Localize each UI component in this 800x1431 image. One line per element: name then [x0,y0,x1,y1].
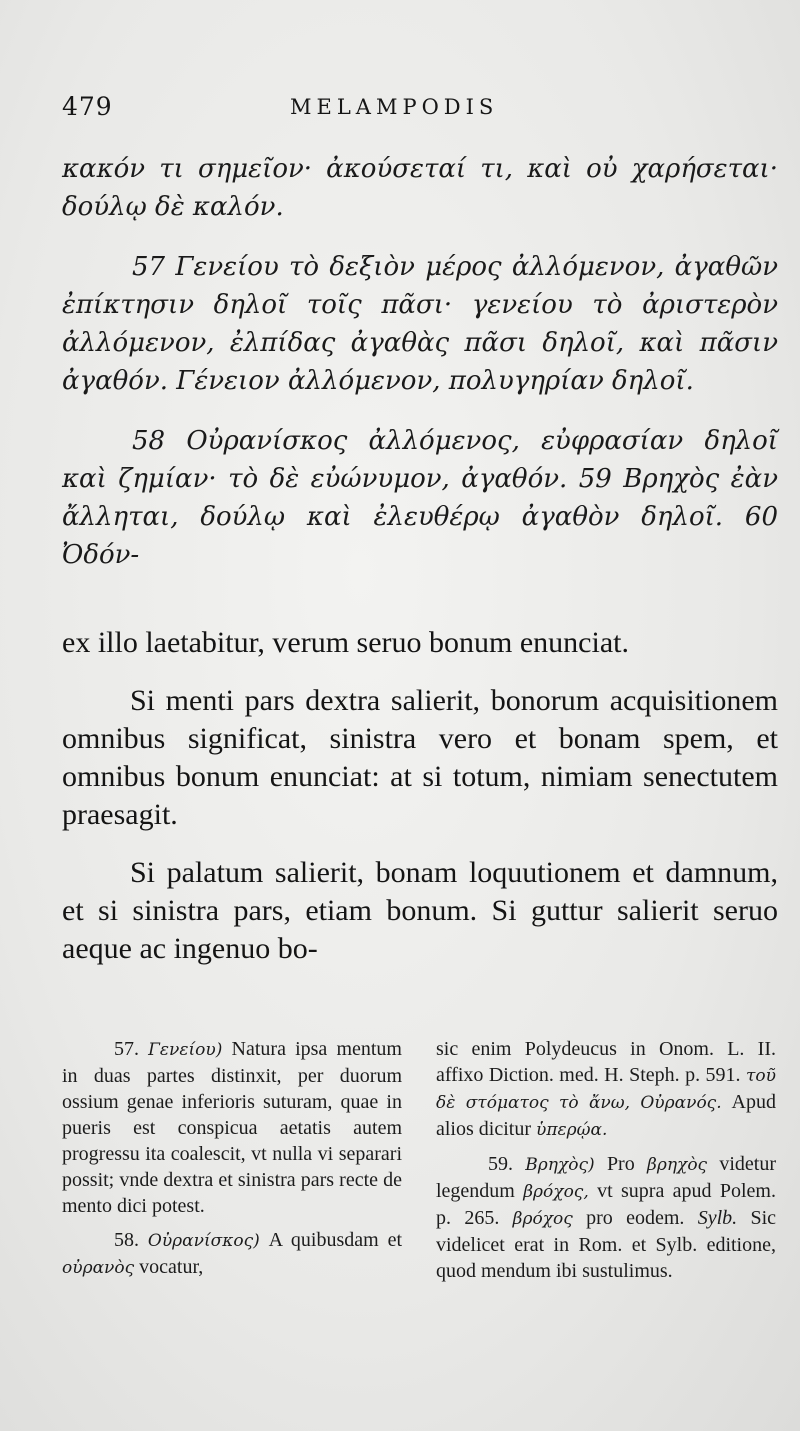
footnotes-right-column [436,1036,776,1292]
footnote-58-continued [436,1036,776,1143]
footnote-greek-word: οὐρανὸς [62,1258,135,1278]
running-head: MELAMPODIS [290,95,499,119]
latin-paragraph-menti: Si menti pars dextra salierit, bonorum acquisitionem omnibus significat, sinistra vero et bonam spem, et omnibus bonum enunciat: at si totum, nimiam senectutem praesagit. [62,684,778,831]
page-number: 479 [62,92,113,121]
footnote-57 [62,1036,402,1219]
footnote-number: 58. [114,1229,139,1251]
footnote-text: Sic videlicet erat in Rom. et Sylb. editione, quod mendum ibi sustulimus. [436,1207,777,1282]
footnote-58 [62,1227,402,1281]
footnote-greek-word: βρόχος [512,1209,573,1229]
footnotes-left-column [62,1036,402,1289]
footnote-text: Pro [606,1153,635,1175]
footnote-text: vt supra apud Polem. p. 265. [436,1180,776,1229]
footnote-text: Natura ipsa mentum in duas partes distinxit, per duorum ossium genae inferioris suturam, quae in pueris est conspicua aetatis autem progressu ita coalescit, vt nulla vi separari possit; vnde dextra et sinistra pars recte de mento dici potest. [62,1038,402,1217]
latin-paragraph-continuation: ex illo laetabitur, verum seruo bonum enunciat. [62,626,629,659]
greek-paragraph-continuation: κακόν τι σημεῖον· ἀκούσεταί τι, καὶ οὐ χαρήσεται· δούλῳ δὲ καλόν. [62,154,778,222]
footnote-greek-word: βρόχος, [523,1182,589,1202]
footnote-text: A quibusdam et [268,1229,402,1251]
footnote-author: Sylb. [697,1207,738,1229]
footnote-greek-word: ὑπερῴα. [535,1120,608,1140]
footnote-text: vocatur, [139,1256,204,1278]
footnotes [62,1036,778,1386]
greek-paragraph-58: 58 Οὐρανίσκος ἀλλόμενος, εὐφρασίαν δηλοῖ καὶ ζημίαν· τὸ δὲ εὐώνυμον, ἀγαθόν. 59 Βρηχὸς ἐὰν ἄλληται, δούλῳ καὶ ἐλευθέρῳ ἀγαθὸν δηλοῖ. 60 Ὀδόν- [62,426,778,570]
footnote-greek-quote: τοῦ δὲ στόματος τὸ ἄνω, Οὐρανός. [436,1066,777,1113]
page-header [62,92,762,128]
footnote-number: 57. [114,1038,139,1060]
latin-translation [62,624,778,988]
footnote-text: pro eodem. [586,1207,685,1229]
greek-paragraph-57: 57 Γενείου τὸ δεξιὸν μέρος ἀλλόμενον, ἀγαθῶν ἐπίκτησιν δηλοῖ τοῖς πᾶσι· γενείου τὸ ἀριστερὸν ἀλλόμενον, ἐλπίδας ἀγαθὰς πᾶσι δηλοῖ, καὶ πᾶσιν ἀγαθόν. Γένειον ἀλλόμενον, πολυγηρίαν δηλοῖ. [62,252,778,396]
footnote-lemma: Οὐρανίσκος) [147,1231,260,1251]
footnote-greek-word: βρηχὸς [647,1155,708,1175]
greek-text [62,150,778,596]
footnote-59 [436,1151,776,1284]
footnote-number: 59. [488,1153,513,1175]
footnote-text: videtur legendum [436,1153,777,1202]
footnote-text: Apud alios dicitur [436,1091,776,1140]
latin-paragraph-palatum: Si palatum salierit, bonam loquutionem et damnum, et si sinistra pars, etiam bonum. Si guttur salierit seruo aeque ac ingenuo bo- [62,856,778,965]
footnote-lemma: Βρηχὸς) [525,1155,595,1175]
footnote-lemma: Γενείου) [148,1040,223,1060]
footnote-text: sic enim Polydeucus in Onom. L. II. affixo Diction. med. H. Steph. p. 591. [436,1038,776,1086]
